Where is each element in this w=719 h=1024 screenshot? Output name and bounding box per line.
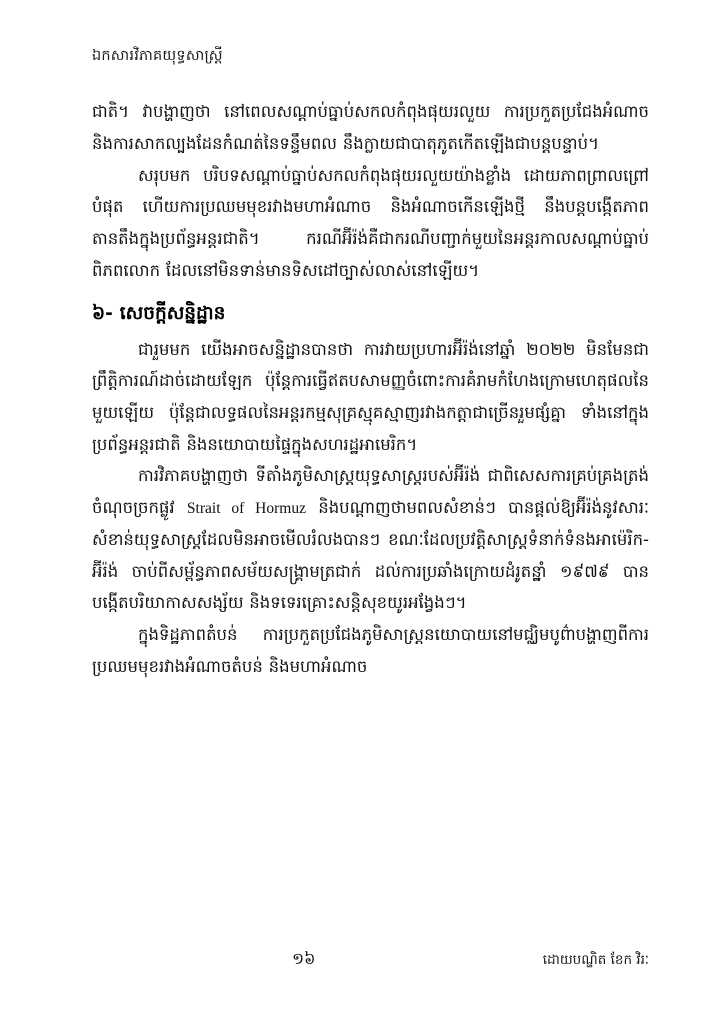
paragraph: ក្នុងទិដ្ឋភាពតំបន់ ការប្រកួតប្រជែងភូមិសាស្ត្រនយោបាយនៅមជ្ឈិមបូព៌ាបង្ហាញពីការប្រឈមមុខរវាងអំណាចតំបន់ និងមហាអំណាច (92, 624, 649, 676)
paragraph-with-latin (92, 460, 649, 618)
paragraph: សរុបមក បរិបទសណ្តាប់ធ្នាប់សកលកំពុងផុយរលួយយ៉ាងខ្លាំង ដោយភាពព្រាលព្រៅបំផុត ហើយការប្រឈមមុខរវាងមហាអំណាច និងអំណាចកើនឡើងថ្មី នឹងបន្តបង្កើតភាពតានតឹងក្នុងប្រព័ន្ធអន្តរជាតិ។ ករណីអ៊ីរ៉ង់គឺជាករណីបញ្ជាក់មួយនៃអន្តរកាលសណ្តាប់ធ្នាប់ពិភពលោក ដែលនៅមិនទាន់មានទិសដៅច្បាស់លាស់នៅឡើយ។ (92, 165, 649, 280)
paragraph-run-khmer: ការវិភាគបង្ហាញថា ទីតាំងភូមិសាស្ត្រយុទ្ធសាស្ត្ររបស់អ៊ីរ៉ង់ ជាពិសេសការគ្រប់គ្រងត្រង់ចំណុចច្រកផ្លូវ (92, 466, 649, 518)
paragraph-run-khmer-2: និងបណ្តាញថាមពលសំខាន់ៗ បានផ្តល់ឱ្យអ៊ីរ៉ង់នូវសារៈសំខាន់យុទ្ធសាស្ត្រដែលមិនអាចមើលរំលងបានៗ ខណៈដែលប្រវត្តិសាស្ត្រទំនាក់ទំនងអាម៉េរិក-អ៊ីរ៉ង់ ចាប់ពីសម័្ពន្ធភាពសម័យសង្គ្រាមត្រជាក់ ដល់ការប្រឆាំងក្រោយដំរូតន្ឋ្នាំ ១៩៧៩ បានបង្កើតបរិយាកាសសង្ស័យ និងទទេរគ្រោះសន្តិសុខយូរអង្វែងៗ។ (92, 498, 649, 613)
paragraph-run-latin: Strait of Hormuz (186, 500, 306, 518)
section-heading: ៦- សេចក្តីសន្និដ្ឋាន (92, 303, 226, 325)
page-footer (92, 948, 649, 972)
footer-author: ដោយបណ្ឌិត ខែក វិរៈ (542, 952, 649, 968)
page-number: ១៦ (292, 949, 316, 968)
document-body (92, 96, 649, 682)
paragraph: ជាតិ។ វាបង្ហាញថា នៅពេលសណ្តាប់ធ្នាប់សកលកំពុងផុយរលួយ ការប្រកួតប្រជែងអំណាច និងការសាកល្បងដែនកំណត់នៃទន្ទឹមពល នឹងក្លាយជាបាតុភូតកើតឡើងជាបន្តបន្ទាប់។ (92, 102, 649, 153)
running-head: ឯកសារវិភាគយុទ្ធសាស្ត្រី (92, 48, 223, 64)
paragraph: ជារួមមក យើងអាចសន្និដ្ឋានបានថា ការវាយប្រហារអ៊ីរ៉ង់នៅឆ្នាំ ២០២២ មិនមែនជាព្រឹត្តិការណ៍ដាច់ដោយឡែក ប៉ុន្តែការធ្វើឥតបសាមញ្ញចំពោះការគំរាមកំហែងក្រោមហេតុផលនៃមួយឡើយ ប៉ុន្តែជាលទ្ធផលនៃអន្តរកម្មសុគ្រស្មុគស្មាញរវាងកត្តាជាច្រើនរួមផ្សំគ្នា ទាំងនៅក្នុងប្រព័ន្ធអន្តរជាតិ និងនយោបាយផ្ទៃក្នុងសហរដ្ឋអាមេរិក។ (92, 339, 649, 454)
